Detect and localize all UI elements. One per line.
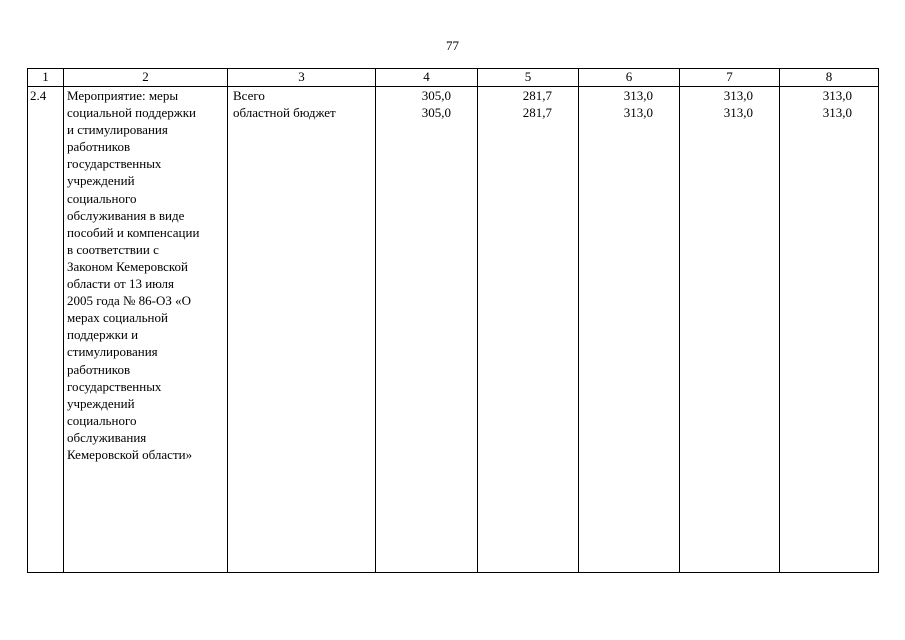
description-line: стимулирования (67, 344, 158, 360)
row-funding-sources (228, 87, 376, 573)
description-line: учреждений (67, 173, 135, 189)
value-total: 313,0 (822, 88, 852, 103)
value-regional: 313,0 (723, 105, 753, 121)
row-col-8 (780, 87, 879, 573)
description-line: мерах социальной (67, 310, 168, 326)
header-cell-7: 7 (680, 69, 780, 87)
row-col-4 (376, 87, 478, 573)
description-line: социального (67, 412, 137, 428)
description-line: обслуживания в виде (67, 207, 185, 223)
description-line: работников (67, 361, 131, 377)
header-cell-4: 4 (376, 69, 478, 87)
header-cell-5: 5 (478, 69, 579, 87)
value-regional: 313,0 (822, 105, 852, 121)
value-regional: 305,0 (421, 105, 451, 121)
description-line: учреждений (67, 395, 135, 411)
header-cell-2: 2 (64, 69, 228, 87)
source-regional-budget: областной бюджет (233, 105, 336, 121)
description-line: социального (67, 190, 137, 206)
header-row (28, 69, 879, 87)
description-line: государственных (67, 156, 162, 172)
value-total: 305,0 (421, 88, 451, 103)
description-line: Законом Кемеровской (67, 258, 189, 274)
header-cell-1: 1 (28, 69, 64, 87)
description-line: Кемеровской области» (67, 446, 193, 462)
description-line: поддержки и (67, 327, 139, 343)
header-cell-8: 8 (780, 69, 879, 87)
value-total: 313,0 (623, 88, 653, 103)
description-line: пособий и компенсации (67, 224, 200, 240)
source-total: Всего (233, 88, 265, 103)
row-description (64, 87, 228, 573)
description-line: работников (67, 139, 131, 155)
description-line: в соответствии с (67, 241, 159, 257)
row-col-5 (478, 87, 579, 573)
row-col-6 (579, 87, 680, 573)
description-line: 2005 года № 86-ОЗ «О (67, 293, 192, 309)
page-number: 77 (446, 38, 459, 53)
value-regional: 313,0 (623, 105, 653, 121)
row-code: 2.4 (28, 87, 64, 573)
value-regional: 281,7 (522, 105, 552, 121)
description-line: обслуживания (67, 429, 147, 445)
description-line: и стимулирования (67, 122, 168, 138)
description-line: Мероприятие: меры (67, 88, 179, 103)
header-cell-6: 6 (579, 69, 680, 87)
description-line: государственных (67, 378, 162, 394)
row-col-7 (680, 87, 780, 573)
header-cell-3: 3 (228, 69, 376, 87)
budget-table (27, 68, 879, 573)
description-line: области от 13 июля (67, 276, 175, 292)
value-total: 313,0 (723, 88, 753, 103)
value-total: 281,7 (522, 88, 552, 103)
table-row (28, 87, 879, 573)
description-line: социальной поддержки (67, 105, 196, 121)
